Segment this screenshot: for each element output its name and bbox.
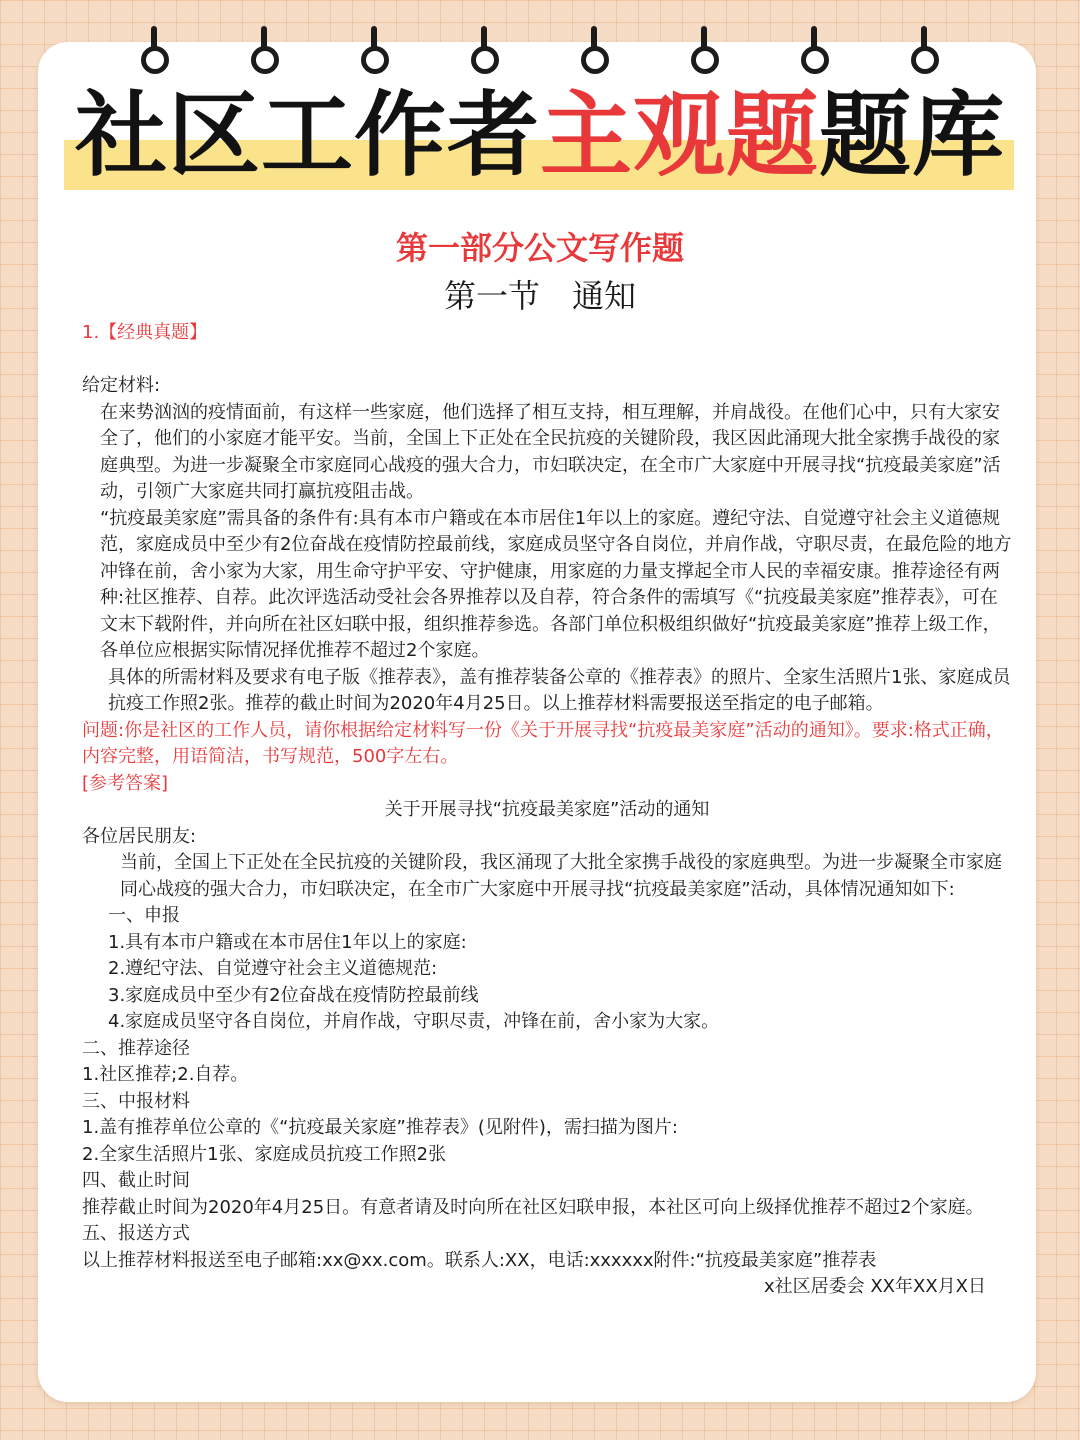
spiral-binding: [0, 0, 1080, 90]
binder-ring-icon: [799, 26, 829, 76]
section-1-item: 2.遵纪守法、自觉遵守社会主义道德规范:: [108, 958, 438, 979]
title-part-2: 题库: [819, 82, 1006, 189]
binder-ring-icon: [909, 26, 939, 76]
section-1-item: 4.家庭成员坚守各自岗位，并肩作战，守职尽责，冲锋在前，舍小家为大家。: [108, 1011, 720, 1032]
binder-ring-icon: [139, 26, 169, 76]
question-text: 问题:你是社区的工作人员，请你根据给定材料写一份《关于开展寻找“抗疫最美家庭”活动的通知》。要求:格式正确，内容完整，用语简洁，书写规范，500字左右。: [82, 719, 1004, 767]
title-highlight: 主观题: [539, 82, 819, 189]
answer-label: [参考答案]: [82, 772, 169, 794]
binder-ring-icon: [469, 26, 499, 76]
title-part-1: 社区工作者: [74, 82, 540, 189]
material-paragraph: “抗疫最美家庭”需具备的条件有:具有本市户籍或在本市居住1年以上的家庭。遵纪守法、自觉遵守社会主义道德规范，家庭成员中至少有2位奋战在疫情防控最前线，家庭成员坚守各自岗位，并肩作战，守职尽责，在最危险的地方冲锋在前，舍小家为大家，用生命守护平安、守护健康，用家庭的力量支撑起全市人民的幸福安康。推荐途径有两种:社区推荐、自荐。此次评选活动受社会各界推荐以及自荐，符合条件的需填写《“抗疫最美家庭”推荐表》，可在文末下载附件，并向所在社区妇联中报，组织推荐参选。各部门单位积极组织做好“抗疫最美家庭”推荐上级工作，各单位应根据实际情况择优推荐不超过2个家庭。: [100, 507, 1012, 661]
section-2-text: 1.社区推荐;2.自荐。: [82, 1064, 249, 1085]
notice-signature: x社区居委会 XX年XX月X日: [763, 1276, 986, 1297]
notice-intro: 当前，全国上下正处在全民抗疫的关键阶段，我区涌现了大批全家携手战役的家庭典型。为进一步凝聚全市家庭同心战疫的强大合力，市妇联决定，在全市广大家庭中开展寻找“抗疫最美家庭”活动，具体情况通知如下:: [120, 852, 1002, 900]
binder-ring-icon: [579, 26, 609, 76]
section-2-heading: 二、推荐途径: [82, 1037, 190, 1059]
section-1-item: 3.家庭成员中至少有2位奋战在疫情防控最前线: [108, 984, 479, 1006]
section-4-heading: 四、截止时间: [82, 1170, 190, 1191]
section-1-item: 1.具有本市户籍或在本市居住1年以上的家庭:: [108, 931, 467, 953]
binder-ring-icon: [249, 26, 279, 76]
section-title: 第一节 通知: [443, 277, 636, 315]
section-3-item: 2.全家生活照片1张、家庭成员抗疫工作照2张: [82, 1143, 447, 1165]
section-4-text: 推荐截止时间为2020年4月25日。有意者请及时向所在社区妇联申报，本社区可向上级择优推荐不超过2个家庭。: [82, 1196, 984, 1218]
document-body: [82, 320, 1012, 1301]
section-5-heading: 五、报送方式: [82, 1223, 190, 1244]
page-title: [0, 78, 1080, 194]
binder-ring-icon: [689, 26, 719, 76]
section-3-heading: 三、中报材料: [82, 1090, 190, 1112]
notice-title: 关于开展寻找“抗疫最美家庭”活动的通知: [384, 799, 710, 820]
spacer: [82, 347, 1012, 374]
material-paragraph: 具体的所需材料及要求有电子版《推荐表》，盖有推荐装备公章的《推荐表》的照片、全家生活照片1张、家庭成员抗疫工作照2张。推荐的截止时间为2020年4月25日。以上推荐材料需要报送至指定的电子邮箱。: [108, 666, 1011, 714]
section-5-text: 以上推荐材料报送至电子邮箱:xx@xx.com。联系人:XX，电话:xxxxxx附件:“抗疫最美家庭”推荐表: [82, 1249, 877, 1271]
section-1-heading: 一、申报: [108, 905, 180, 926]
section-3-item: 1.盖有推荐单位公章的《“抗疫最关家庭”推荐表》(见附件)，需扫描为图片:: [82, 1117, 678, 1138]
notice-salutation: 各位居民朋友:: [82, 825, 197, 847]
material-label: 给定材料:: [82, 375, 161, 396]
question-number: 1.【经典真题】: [82, 322, 208, 343]
material-paragraph: 在来势汹汹的疫情面前，有这样一些家庭，他们选择了相互支持，相互理解，并肩战役。在他们心中，只有大家安全了，他们的小家庭才能平安。当前，全国上下正处在全民抗疫的关键阶段，我区因此涌现大批全家携手战役的家庭典型。为进一步凝聚全市家庭同心战疫的强大合力，市妇联决定，在全市广大家庭中开展寻找“抗疫最美家庭”活动，引领广大家庭共同打赢抗疫阻击战。: [100, 401, 1001, 502]
part-title: 第一部分公文写作题: [395, 229, 684, 267]
binder-ring-icon: [359, 26, 389, 76]
